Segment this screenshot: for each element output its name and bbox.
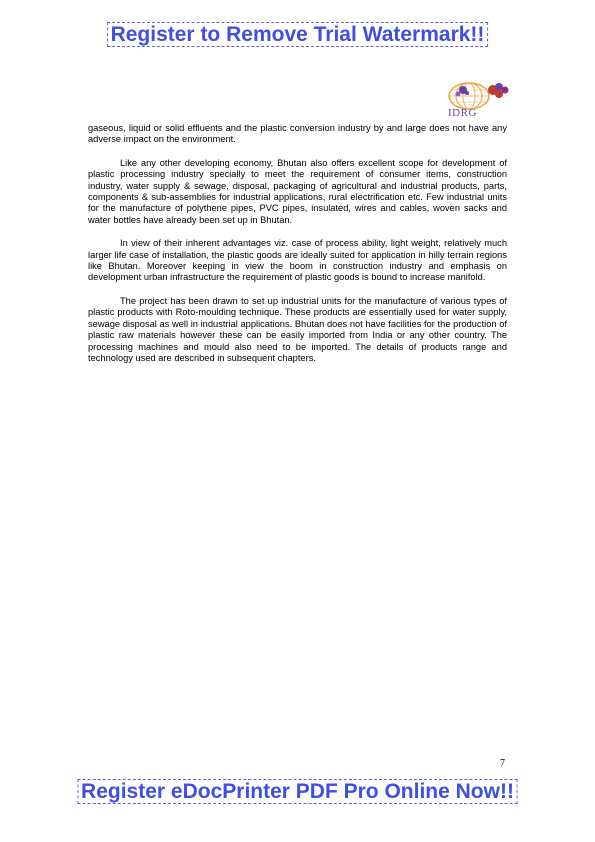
idrg-logo — [441, 78, 513, 122]
page-number: 7 — [500, 758, 505, 769]
watermark-bottom: Register eDocPrinter PDF Pro Online Now!! — [77, 779, 518, 804]
document-body — [88, 123, 507, 376]
paragraph: Like any other developing economy, Bhutan also offers excellent scope for development of plastic processing industry specially to meet the requirement of consumer items, construction industry, water supply & sewage, disposal, packaging of agricultural and industrial products, parts, components & sub-assemblies for industrial applications, rural electrification etc. Few industrial units for the manufacture of polythene pipes, PVC pipes, insulated, wires and cables, woven sacks and water bottles have already been set up in Bhutan. — [88, 157, 507, 225]
paragraph: The project has been drawn to set up industrial units for the manufacture of various types of plastic products with Roto-moulding technique. These products are essentially used for water supply, sewage disposal as well in industrial applications. Bhutan does not have facilities for the production of plastic raw materials however these can be easily imported from India or any other country. The processing machines and mould also need to be imported. The details of products range and technology used are described in subsequent chapters. — [88, 295, 507, 363]
logo-text: IDRG — [448, 107, 477, 119]
paragraph: In view of their inherent advantages viz. case of process ability, light weight, relatively much larger life case of installation, the plastic goods are ideally suited for application in hilly terrain regions like Bhutan. Moreover keeping in view the boom in construction industry and emphasis on development urban infrastructure the requirement of plastic goods is bound to increase manifold. — [88, 238, 507, 283]
watermark-top: Register to Remove Trial Watermark!! — [107, 22, 489, 47]
paragraph: gaseous, liquid or solid effluents and the plastic conversion industry by and large does not have any adverse impact on the environment. — [88, 123, 507, 145]
